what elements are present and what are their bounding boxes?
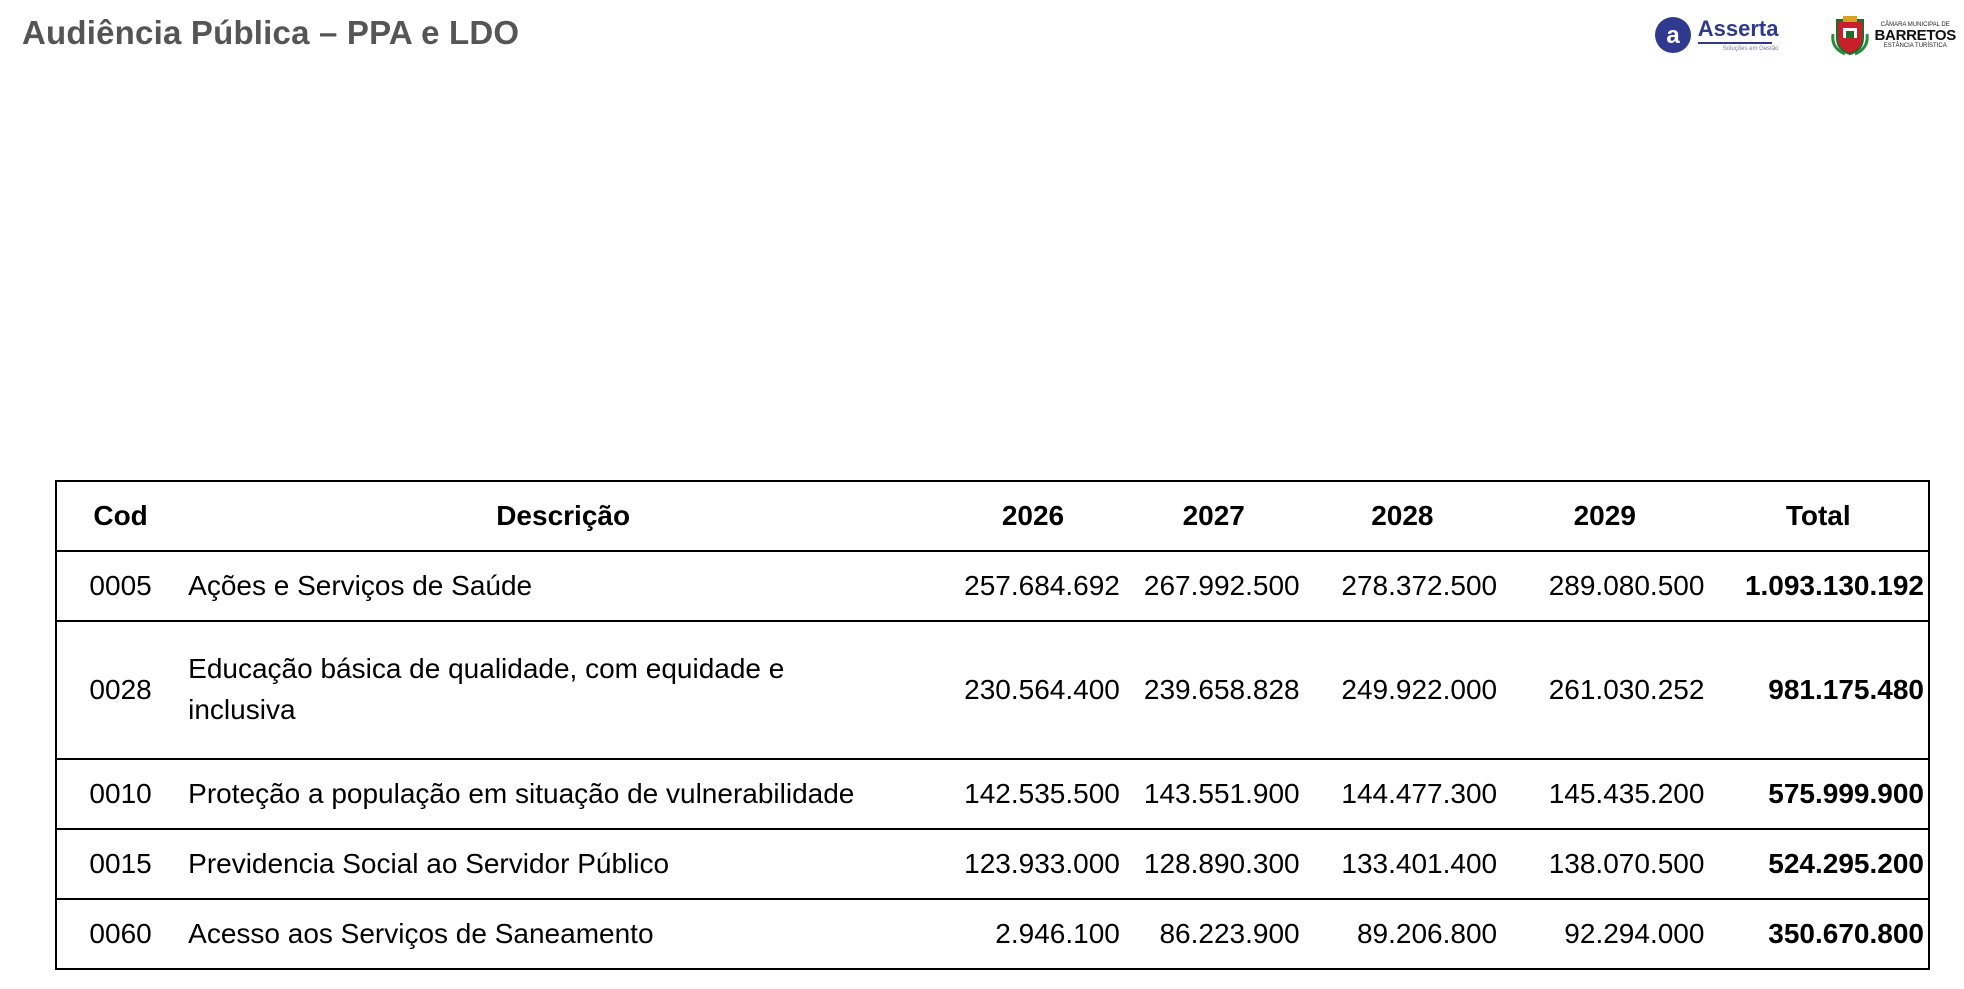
cell-total: 981.175.480 (1708, 621, 1929, 759)
table-row (56, 829, 1929, 899)
cell-2028: 89.206.800 (1304, 899, 1501, 969)
cell-cod: 0010 (56, 759, 184, 829)
cell-total: 1.093.130.192 (1708, 551, 1929, 621)
cell-cod: 0028 (56, 621, 184, 759)
cell-cod: 0060 (56, 899, 184, 969)
table-row (56, 899, 1929, 969)
header-total: Total (1708, 481, 1929, 551)
cell-2028: 144.477.300 (1304, 759, 1501, 829)
cell-2028: 278.372.500 (1304, 551, 1501, 621)
table-row (56, 621, 1929, 759)
cell-2028: 249.922.000 (1304, 621, 1501, 759)
cell-2026: 142.535.500 (942, 759, 1124, 829)
table-header-row (56, 481, 1929, 551)
asserta-underline (1698, 42, 1772, 44)
cell-2027: 128.890.300 (1124, 829, 1304, 899)
cell-2027: 239.658.828 (1124, 621, 1304, 759)
cell-2029: 138.070.500 (1501, 829, 1708, 899)
header-logos (1654, 10, 1956, 60)
cell-2027: 267.992.500 (1124, 551, 1304, 621)
cell-descricao: Acesso aos Serviços de Saneamento (184, 899, 942, 969)
cell-total: 524.295.200 (1708, 829, 1929, 899)
cell-descricao: Educação básica de qualidade, com equidade e inclusiva (184, 621, 942, 759)
cell-2026: 2.946.100 (942, 899, 1124, 969)
cell-2027: 143.551.900 (1124, 759, 1304, 829)
header-2028: 2028 (1304, 481, 1501, 551)
asserta-logo-icon (1654, 16, 1692, 54)
svg-text:a: a (1666, 22, 1680, 49)
camara-line3: ESTÂNCIA TURÍSTICA (1883, 42, 1947, 49)
header-2029: 2029 (1501, 481, 1708, 551)
header-2026: 2026 (942, 481, 1124, 551)
cell-2026: 123.933.000 (942, 829, 1124, 899)
asserta-tagline: Soluções em Gestão (1722, 46, 1779, 52)
cell-2027: 86.223.900 (1124, 899, 1304, 969)
cell-total: 575.999.900 (1708, 759, 1929, 829)
cell-2029: 289.080.500 (1501, 551, 1708, 621)
cell-cod: 0005 (56, 551, 184, 621)
header-cod: Cod (56, 481, 184, 551)
asserta-brand: Asserta (1697, 16, 1779, 41)
cell-cod: 0015 (56, 829, 184, 899)
coat-of-arms-icon (1829, 14, 1871, 56)
asserta-logo (1654, 16, 1779, 54)
cell-descricao: Previdencia Social ao Servidor Público (184, 829, 942, 899)
camara-logo (1829, 14, 1957, 56)
page-title: Audiência Pública – PPA e LDO (22, 14, 520, 51)
cell-total: 350.670.800 (1708, 899, 1929, 969)
cell-2029: 261.030.252 (1501, 621, 1708, 759)
cell-2028: 133.401.400 (1304, 829, 1501, 899)
ppa-programs-table (55, 480, 1930, 970)
cell-descricao: Ações e Serviços de Saúde (184, 551, 942, 621)
camara-line2: BARRETOS (1874, 26, 1956, 44)
cell-descricao: Proteção a população em situação de vulnerabilidade (184, 759, 942, 829)
table-row (56, 759, 1929, 829)
cell-2026: 230.564.400 (942, 621, 1124, 759)
cell-2029: 92.294.000 (1501, 899, 1708, 969)
table-row (56, 551, 1929, 621)
camara-line1: CÂMARA MUNICIPAL DE (1880, 21, 1950, 28)
cell-2026: 257.684.692 (942, 551, 1124, 621)
header-2027: 2027 (1124, 481, 1304, 551)
cell-2029: 145.435.200 (1501, 759, 1708, 829)
header-descricao: Descrição (184, 481, 942, 551)
